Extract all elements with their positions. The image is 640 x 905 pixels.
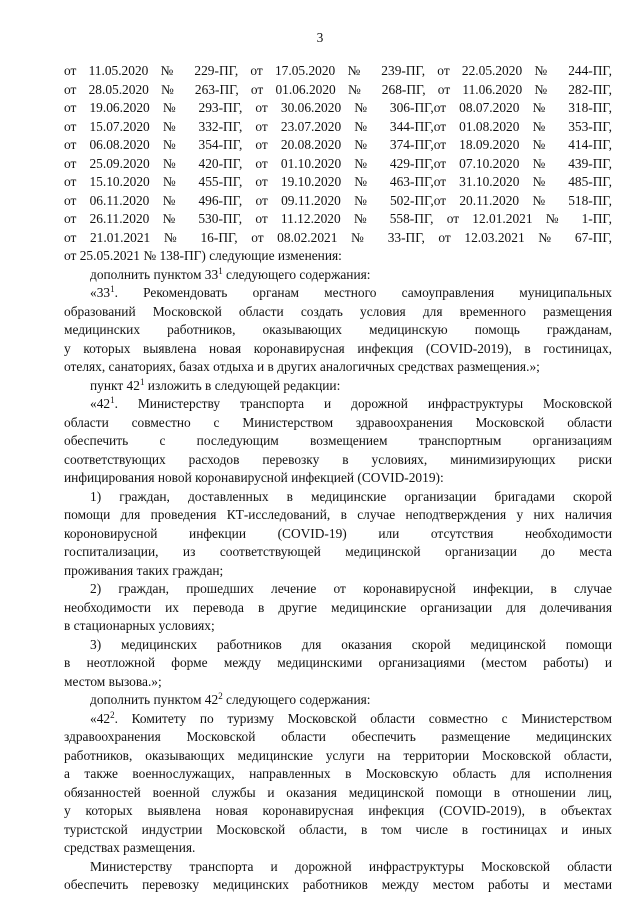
text-run: в неотложной форме между медицинскими организациями (местом работы) и [64,655,612,670]
text-run: дополнить пунктом 42 [90,692,219,707]
text-run: Министерству транспорта и дорожной инфраструктуры Московской области [90,858,612,874]
text-run: от 21.01.2021 № 16-ПГ, от 08.02.2021 № 33-ПГ, от 12.03.2021 № 67-ПГ, [64,229,612,245]
text-run: обеспечить с последующим возмещением транспортным организациям [64,433,612,448]
text-line [64,414,612,433]
text-run: соответствующих расходов перевозку в условиях, минимизирующих риски [64,451,612,467]
text-run: от 06.08.2020 № 354-ПГ, от 20.08.2020 № 374-ПГ,от 18.09.2020 № 414-ПГ, [64,137,612,152]
text-run: необходимости их перевода в другие медицинские организации для долечивания [64,599,612,615]
text-run: а также военнослужащих, направленных в Московскую область для исполнения [64,766,612,781]
text-line [64,858,612,877]
text-run: 2) граждан, прошедших лечение от коронавирусной инфекции, в случае [90,581,612,596]
text-run: области совместно с Министерством здравоохранения Московской области [64,414,612,430]
text-run: от 19.06.2020 № 293-ПГ, от 30.06.2020 № 306-ПГ,от 08.07.2020 № 318-ПГ, [64,100,612,115]
text-line [64,136,612,155]
text-run: следующего содержания: [222,692,371,707]
text-run: 3) медицинских работников для оказания скорой медицинской помощи [90,636,612,652]
text-run: изложить в следующей редакции: [144,377,341,393]
text-line [64,506,612,525]
text-run: обязанностей военной службы и оказания медицинской помощи в отношении лиц, [64,784,612,800]
text-run: госпитализации, из соответствующей медицинской организации до места [64,544,612,559]
text-line [64,784,612,803]
text-run: отелях, санаториях, базах отдыха и в других аналогичных средствах размещения.»; [64,359,540,374]
text-line [64,62,612,81]
text-line [64,469,612,488]
text-line [64,525,612,544]
text-line [64,340,612,359]
text-line [64,562,612,581]
text-run: от 15.10.2020 № 455-ПГ, от 19.10.2020 № 463-ПГ,от 31.10.2020 № 485-ПГ, [64,174,612,189]
text-run: работников, оказывающих медицинские услуги на территории Московской области, [64,747,612,763]
superscript: 1 [218,265,223,276]
text-line [64,192,612,211]
text-run: медицинских работников, оказывающих медицинскую помощь гражданам, [64,322,612,337]
text-run: от 11.05.2020 № 229-ПГ, от 17.05.2020 № 239-ПГ, от 22.05.2020 № 244-ПГ, [64,63,612,78]
text-run: 1) граждан, доставленных в медицинские организации бригадами скорой [90,488,612,504]
text-line [64,284,612,303]
text-line [64,580,612,599]
text-run: дополнить пунктом 33 [90,266,219,282]
text-line [64,839,612,858]
text-run: образований Московской области создать условия для временного размещения [64,303,612,319]
text-line [64,229,612,248]
text-run: от 25.05.2021 № 138-ПГ) следующие изменения: [64,248,342,263]
text-line [64,432,612,451]
text-line [64,747,612,766]
text-line [64,636,612,655]
text-run: от 28.05.2020 № 263-ПГ, от 01.06.2020 № 268-ПГ, от 11.06.2020 № 282-ПГ, [64,81,612,97]
text-line [64,617,612,636]
text-run: от 26.11.2020 № 530-ПГ, от 11.12.2020 № 558-ПГ, от 12.01.2021 № 1-ПГ, [64,211,612,226]
text-line [64,99,612,118]
page-number: 3 [316,30,324,45]
text-run: «42 [90,710,111,726]
text-line [64,876,612,895]
text-line [64,247,612,266]
text-line [64,321,612,340]
text-line [64,765,612,784]
superscript: 1 [110,284,115,294]
text-line [64,377,612,396]
text-run: в стационарных условиях; [64,618,215,633]
text-line [64,673,612,692]
text-run: от 25.09.2020 № 420-ПГ, от 01.10.2020 № 429-ПГ,от 07.10.2020 № 439-ПГ, [64,155,612,171]
text-run: от 15.07.2020 № 332-ПГ, от 23.07.2020 № 344-ПГ,от 01.08.2020 № 353-ПГ, [64,118,612,134]
text-run: здравоохранения Московской области обеспечить размещение медицинских [64,729,612,744]
text-run: помощи для проведения КТ-исследований, в случае неподтверждения у них наличия [64,507,612,522]
text-run: . Министерству транспорта и дорожной инфраструктуры Московской [114,396,612,411]
superscript: 2 [110,709,115,720]
text-run: пункт 42 [90,377,140,393]
text-line [64,118,612,137]
text-line [64,155,612,174]
text-run: у которых выявлена новая коронавирусная инфекция (COVID-2019), в объектах [64,803,612,818]
text-run: «33 [90,285,111,300]
text-line [64,395,612,414]
text-line [64,802,612,821]
text-line [64,303,612,322]
text-line [64,654,612,673]
text-run: от 06.11.2020 № 496-ПГ, от 09.11.2020 № 502-ПГ,от 20.11.2020 № 518-ПГ, [64,192,612,208]
text-line [64,210,612,229]
text-run: . Комитету по туризму Московской области совместно с Министерством [114,710,612,726]
text-run: инфицирования новой коронавирусной инфекцией (COVID-2019): [64,470,444,485]
text-run: . Рекомендовать органам местного самоуправления муниципальных [114,285,612,300]
text-line [64,728,612,747]
text-run: обеспечить перевозку медицинских работников между местом работы и местами [64,877,612,892]
text-run: следующего содержания: [222,266,371,282]
superscript: 2 [218,691,223,701]
text-line [64,488,612,507]
text-run: проживания таких граждан; [64,562,224,578]
text-line [64,599,612,618]
text-run: местом вызова.»; [64,673,162,689]
text-run: средствах размещения. [64,840,196,855]
text-line [64,691,612,710]
text-run: туристской индустрии Московской области, в том числе в гостиницах и иных [64,821,612,837]
text-line [64,821,612,840]
text-line [64,358,612,377]
text-run: «42 [90,396,111,411]
text-line [64,173,612,192]
text-line [64,710,612,729]
document-body [64,62,612,895]
superscript: 1 [139,376,145,387]
text-line [64,451,612,470]
text-run: короновирусной инфекции (COVID-19) или отсутствия необходимости [64,525,612,541]
text-line [64,543,612,562]
text-line [64,81,612,100]
superscript: 1 [110,395,115,405]
text-line [64,266,612,285]
text-run: у которых выявлена новая коронавирусная инфекция (COVID-2019), в гостиницах, [64,340,612,356]
